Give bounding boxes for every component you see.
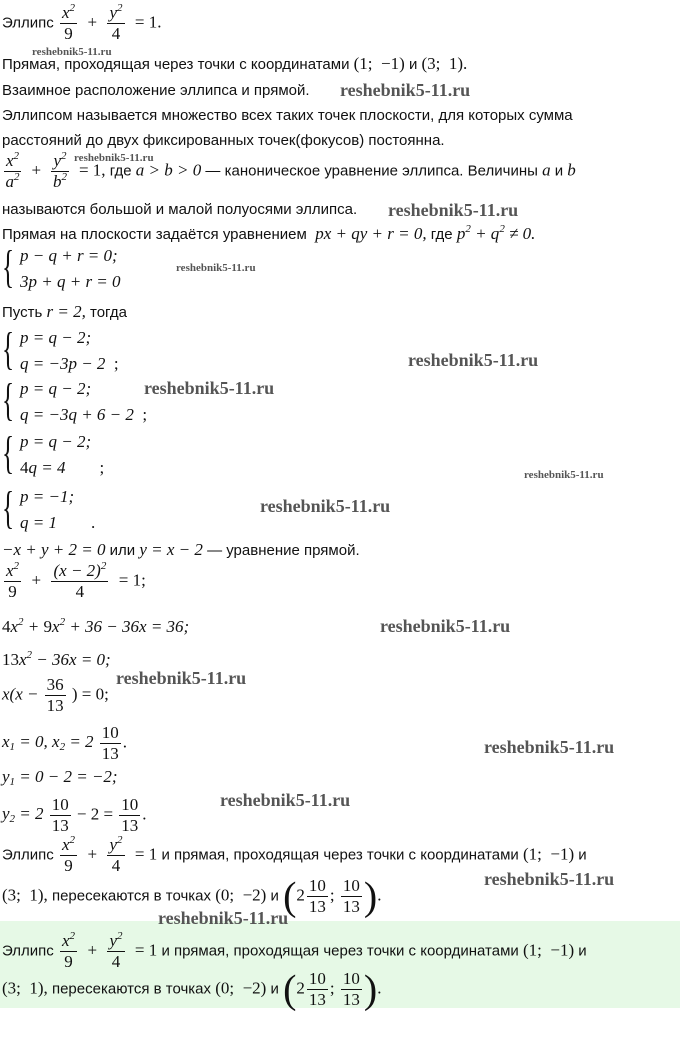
- system-4: { p = q − 2; 4q = 4 ;: [2, 427, 105, 478]
- watermark: reshebnik5-11.ru: [176, 262, 256, 274]
- text: тогда: [90, 304, 127, 321]
- watermark: reshebnik5-11.ru: [340, 80, 471, 100]
- watermark: reshebnik5-11.ru: [32, 46, 112, 58]
- answer-line-2: (3; 1), пересекаются в точках (0; −2) и (2 $\frac{10}{13}$ ; $\frac{10}{13}$ ).: [2, 966, 382, 1012]
- system-2: { p = q − 2; q = −3p − 2 ;: [2, 323, 119, 374]
- system-5: { p = −1; q = 1 .: [2, 482, 96, 533]
- system-1: { p − q + r = 0; 3p + q + r = 0: [2, 241, 121, 292]
- fraction: $\frac{y^2}{4}$: [109, 930, 123, 971]
- fraction: $\frac{10}{13}$: [308, 876, 326, 916]
- substitution-line: Пусть r = 2, тогда: [2, 302, 127, 321]
- line-equation-def: Прямая на плоскости задаётся уравнением px + qy + r = 0, где $p^2 + q^2 \ne 0$.: [2, 223, 536, 243]
- fraction: $\frac{36}{13}$: [46, 675, 64, 715]
- line-equation-result: −x + y + 2 = 0 или y = x − 2 — уравнение прямой.: [2, 540, 360, 559]
- text: — уравнение прямой.: [207, 542, 360, 559]
- fraction: $\frac{x^2}{9}$: [61, 2, 76, 43]
- watermark: reshebnik5-11.ru: [158, 908, 289, 928]
- fraction: $\frac{x^2}{a^2}$: [5, 150, 20, 191]
- watermark: reshebnik5-11.ru: [144, 378, 275, 398]
- fraction: $\frac{y^2}{b^2}$: [53, 150, 67, 191]
- fraction: $\frac{10}{13}$: [342, 876, 360, 916]
- watermark: reshebnik5-11.ru: [524, 469, 604, 481]
- watermark: reshebnik5-11.ru: [220, 790, 351, 810]
- system-3: { p = q − 2; q = −3q + 6 − 2 ;: [2, 374, 148, 425]
- brace: {: [2, 241, 15, 292]
- fraction: $\frac{10}{13}$: [308, 969, 326, 1009]
- text: и: [270, 980, 279, 998]
- text: где: [109, 162, 132, 180]
- roots-x: $x_1 = 0$, $x_2 = 2$ $\frac{10}{13}$ .: [2, 723, 127, 763]
- line-through-points: Прямая, проходящая через точки с координатами (1; −1) и (3; 1).: [2, 54, 468, 73]
- text: где: [430, 226, 453, 243]
- watermark: reshebnik5-11.ru: [484, 737, 615, 757]
- fraction: $\frac{x^2}{9}$: [61, 930, 76, 971]
- task-statement: [2, 83, 310, 98]
- text: и: [578, 942, 587, 960]
- text: — каноническое уравнение эллипса. Величины: [205, 162, 538, 180]
- canonical-equation-line: $\frac{x^2}{a^2}$ + $\frac{y^2}{b^2}$ = 1, где a > b > 0 — каноническое уравнение эллипса. Величины a и b: [5, 150, 576, 191]
- equation-step-1: $4x^2 + 9x^2 + 36 - 36x = 36$;: [2, 616, 190, 636]
- text: и: [270, 887, 279, 905]
- fraction: $\frac{y^2}{4}$: [109, 2, 123, 43]
- text: и прямая, проходящая через точки с координатами: [161, 846, 519, 864]
- semi-axes-line: называются большой и малой полуосями эллипса.: [2, 201, 358, 218]
- text: и: [554, 162, 564, 180]
- text: и прямая, проходящая через точки с координатами: [161, 942, 519, 960]
- definition-line-2: расстояний до двух фиксированных точек(фокусов) постоянна.: [2, 132, 445, 149]
- fraction: $\frac{10}{13}$: [121, 795, 139, 835]
- text: Прямая, проходящая через точки с координатами: [2, 56, 350, 73]
- conclusion-line-2: (3; 1), пересекаются в точках (0; −2) и (2 $\frac{10}{13}$ ; $\frac{10}{13}$ ).: [2, 873, 382, 919]
- text: Прямая на плоскости задаётся уравнением: [2, 226, 307, 243]
- answer-line-1: Эллипс $\frac{x^2}{9}$ + $\frac{y^2}{4}$ = 1 и прямая, проходящая через точки с координатами (1; −1) и: [2, 930, 587, 971]
- watermark: reshebnik5-11.ru: [74, 152, 154, 164]
- text: или: [109, 542, 136, 559]
- ellipse-word: Эллипс: [2, 14, 54, 32]
- text: и: [408, 56, 418, 73]
- watermark: reshebnik5-11.ru: [484, 869, 615, 889]
- fraction: $\frac{10}{13}$: [342, 969, 360, 1009]
- text: Эллипс: [2, 846, 54, 864]
- watermark: reshebnik5-11.ru: [408, 350, 539, 370]
- ellipse-equation-line: Эллипс $\frac{x^2}{9}$ + $\frac{y^2}{4}$ = 1.: [2, 2, 162, 43]
- text: пересекаются в точках: [51, 980, 212, 998]
- equation-step-3: x(x − $\frac{36}{13}$ ) = 0;: [2, 675, 109, 715]
- fraction: $\frac{10}{13}$: [51, 795, 69, 835]
- text: Взаимное расположение эллипса и прямой.: [2, 82, 310, 99]
- conclusion-line-1: Эллипс $\frac{x^2}{9}$ + $\frac{y^2}{4}$ = 1 и прямая, проходящая через точки с координатами (1; −1) и: [2, 834, 587, 875]
- watermark: reshebnik5-11.ru: [260, 496, 391, 516]
- brace: {: [2, 323, 15, 374]
- text: пересекаются в точках: [51, 887, 212, 905]
- definition-line-1: Эллипсом называется множество всех таких точек плоскости, для которых сумма: [2, 107, 573, 124]
- root-y1: $y_1 = 0 - 2 = -2$;: [2, 767, 118, 788]
- fraction: $\frac{x^2}{9}$: [61, 834, 76, 875]
- brace: {: [2, 374, 15, 425]
- substitution-equation: $\frac{x^2}{9}$ + $\frac{(x - 2)^2}{4}$ = 1;: [6, 560, 146, 601]
- text: Пусть: [2, 304, 43, 321]
- brace: {: [2, 427, 15, 478]
- watermark: reshebnik5-11.ru: [388, 200, 519, 220]
- text: и: [578, 846, 587, 864]
- root-y2: $y_2 = 2$ $\frac{10}{13}$ − 2 = $\frac{10}{13}$ .: [2, 795, 147, 835]
- text: Эллипс: [2, 942, 54, 960]
- fraction: $\frac{x^2}{9}$: [6, 560, 20, 601]
- brace: {: [2, 482, 15, 533]
- watermark: reshebnik5-11.ru: [380, 616, 511, 636]
- fraction: $\frac{10}{13}$: [101, 723, 119, 763]
- fraction: $\frac{(x - 2)^2}{4}$: [53, 560, 107, 601]
- watermark: reshebnik5-11.ru: [116, 668, 247, 688]
- equation-step-2: $13x^2 - 36x = 0$;: [2, 649, 111, 669]
- fraction: $\frac{y^2}{4}$: [109, 834, 123, 875]
